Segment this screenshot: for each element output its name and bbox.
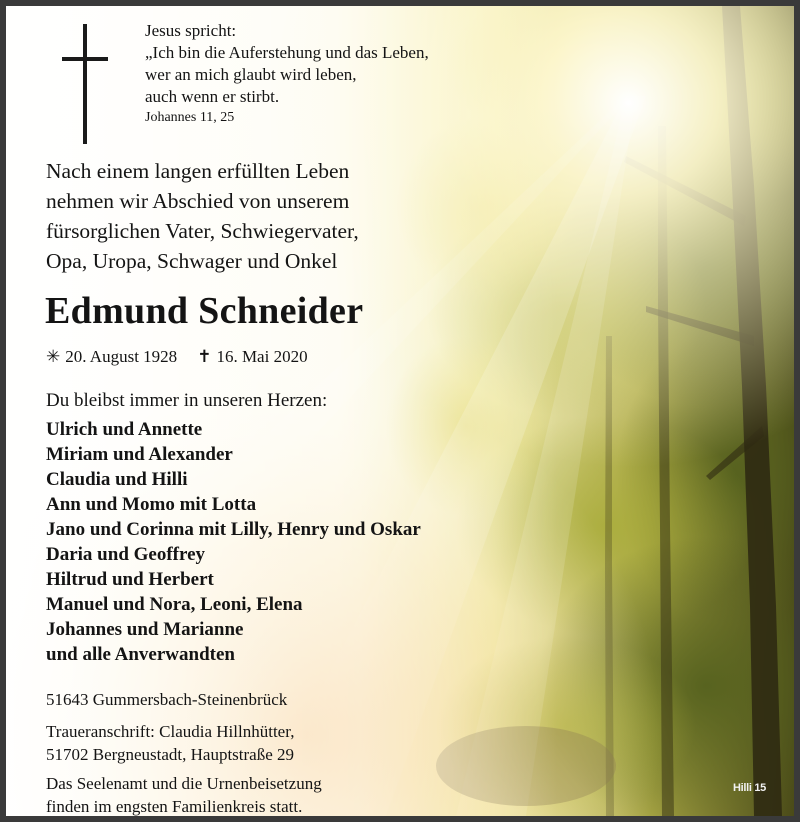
farewell-text bbox=[46, 156, 359, 276]
mourner-entry: Claudia und Hilli bbox=[46, 469, 188, 490]
mourner-entry: Jano und Corinna mit Lilly, Henry und Oskar bbox=[46, 519, 421, 540]
mourning-address-line: 51702 Bergneustadt, Hauptstraße 29 bbox=[46, 745, 295, 764]
birth-date: 20. August 1928 bbox=[65, 347, 178, 366]
mourner-entry: Ulrich und Annette bbox=[46, 419, 203, 440]
farewell-line: Nach einem langen erfüllten Leben bbox=[46, 159, 350, 183]
mourner-entry: Johannes und Marianne bbox=[46, 619, 244, 640]
verse-line: auch wenn er stirbt. bbox=[145, 87, 280, 106]
mourners-heading: Du bleibst immer in unseren Herzen: bbox=[46, 390, 328, 411]
farewell-line: Opa, Uropa, Schwager und Onkel bbox=[46, 249, 338, 273]
mourner-entry: Miriam und Alexander bbox=[46, 444, 233, 465]
mourner-entry: Ann und Momo mit Lotta bbox=[46, 494, 257, 515]
address-block bbox=[46, 688, 322, 818]
mourners-list bbox=[46, 417, 421, 667]
mourning-address-line: Traueranschrift: Claudia Hillnhütter, bbox=[46, 722, 295, 741]
mourner-entry: Hiltrud und Herbert bbox=[46, 569, 214, 590]
farewell-line: nehmen wir Abschied von unserem bbox=[46, 189, 350, 213]
funeral-note-line: Das Seelenamt und die Urnenbeisetzung bbox=[46, 774, 322, 793]
verse-line: „Ich bin die Auferstehung und das Leben, bbox=[145, 43, 429, 62]
bible-verse bbox=[145, 20, 429, 128]
life-dates bbox=[46, 346, 308, 368]
death-date-group bbox=[197, 346, 307, 368]
verse-line: wer an mich glaubt wird leben, bbox=[145, 65, 357, 84]
birth-star-icon: ✳ bbox=[46, 347, 61, 366]
mourner-entry: Manuel und Nora, Leoni, Elena bbox=[46, 594, 303, 615]
mourner-entry: Daria und Geoffrey bbox=[46, 544, 206, 565]
place-line: 51643 Gummersbach-Steinenbrück bbox=[46, 690, 288, 709]
verse-intro: Jesus spricht: bbox=[145, 21, 237, 40]
designer-signature: Hilli 15 bbox=[732, 782, 766, 794]
mourner-entry: und alle Anverwandten bbox=[46, 644, 235, 665]
cross-icon bbox=[62, 24, 108, 144]
birth-date-group bbox=[46, 346, 177, 368]
funeral-note-line: finden im engsten Familienkreis statt. bbox=[46, 797, 303, 816]
deceased-name: Edmund Schneider bbox=[45, 290, 364, 332]
verse-reference: Johannes 11, 25 bbox=[145, 110, 235, 125]
farewell-line: fürsorglichen Vater, Schwiegervater, bbox=[46, 219, 359, 243]
death-cross-icon: ✝ bbox=[197, 347, 212, 366]
death-date: 16. Mai 2020 bbox=[216, 347, 308, 366]
